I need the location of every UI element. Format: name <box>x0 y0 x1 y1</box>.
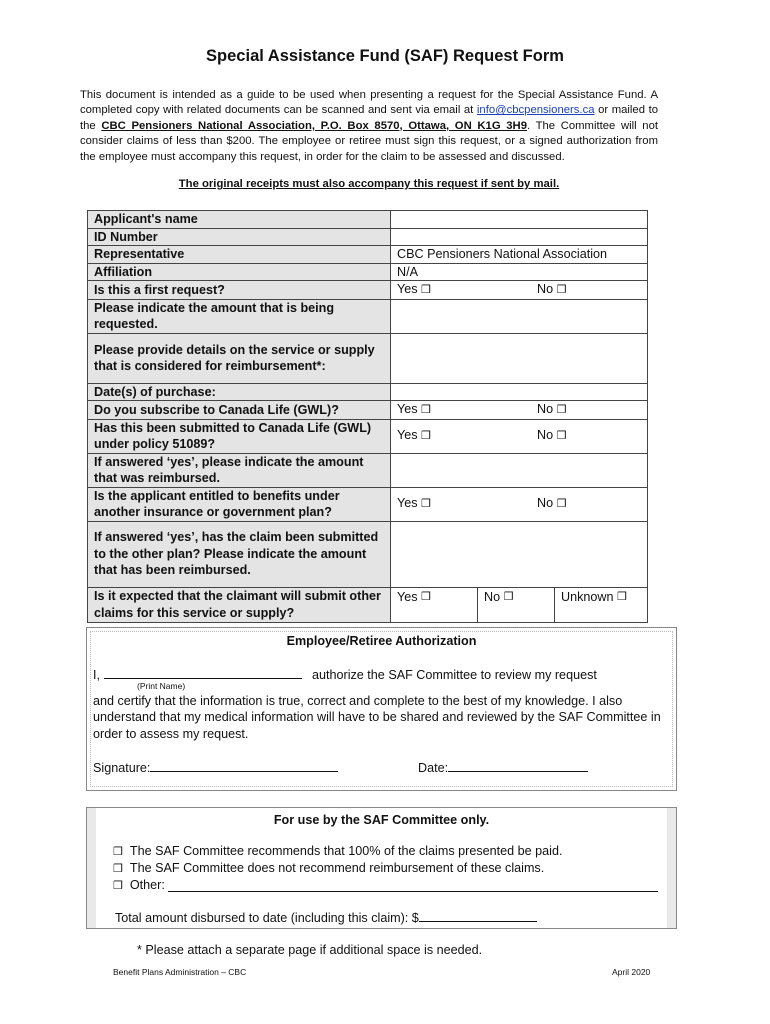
question-label: If answered ‘yes’, has the claim been submitted to the other plan? Please indicate the amount that has been reimbursed. <box>88 521 391 587</box>
first-request-options <box>391 281 648 300</box>
committee-box <box>86 807 677 929</box>
additional-space-note: * Please attach a separate page if additional space is needed. <box>137 943 483 957</box>
question-label: Is it expected that the claimant will submit other claims for this service or supply? <box>88 587 391 622</box>
yes-label: Yes <box>397 282 418 296</box>
authorization-name-line <box>93 666 597 682</box>
yes-label: Yes <box>397 589 418 604</box>
other-field[interactable] <box>168 879 658 892</box>
table-row <box>88 333 648 383</box>
request-table <box>87 210 648 623</box>
checkbox-icon[interactable]: ❒ <box>617 590 627 603</box>
representative-field[interactable]: CBC Pensioners National Association <box>391 246 648 264</box>
no-option[interactable] <box>537 427 566 445</box>
table-row <box>88 263 648 281</box>
unknown-label: Unknown <box>561 589 614 604</box>
checkbox-icon[interactable]: ❒ <box>113 863 123 875</box>
signature-label: Signature: <box>93 761 151 775</box>
no-label: No <box>484 589 501 604</box>
no-label: No <box>537 402 554 416</box>
receipts-notice: The original receipts must also accompany this request if sent by mail. <box>178 178 560 190</box>
question-label: Date(s) of purchase: <box>88 383 391 401</box>
authorization-box <box>86 627 677 791</box>
yes-label: Yes <box>397 428 418 443</box>
checkbox-icon[interactable]: ❒ <box>503 590 514 603</box>
no-option[interactable] <box>537 495 566 513</box>
question-label: Representative <box>88 246 391 264</box>
amount-requested-field[interactable] <box>391 299 648 333</box>
committee-option-deny[interactable] <box>113 861 544 875</box>
no-label: No <box>537 282 554 296</box>
intro-paragraph <box>80 88 658 165</box>
question-label: Is this a first request? <box>88 281 391 300</box>
question-label: Please indicate the amount that is being requested. <box>88 299 391 333</box>
form-title: Special Assistance Fund (SAF) Request Form <box>206 47 564 65</box>
total-disbursed-line <box>115 909 537 925</box>
footer-left: Benefit Plans Administration – CBC <box>113 967 247 977</box>
print-name-field[interactable] <box>104 666 302 679</box>
signature-field[interactable] <box>150 759 338 772</box>
email-link[interactable]: info@cbcpensioners.ca <box>476 104 595 117</box>
amount-reimbursed-field[interactable] <box>391 453 648 487</box>
checkbox-icon[interactable]: ❒ <box>421 430 431 443</box>
checkbox-icon[interactable]: ❒ <box>556 404 567 416</box>
no-option[interactable] <box>537 281 566 299</box>
table-row <box>88 246 648 264</box>
footer-right: April 2020 <box>612 967 651 977</box>
intro-text-1: This document is intended as a guide to be used when presenting a request for the Special Assistance Fund. A completed copy with related documents can be scanned and sent via email at <box>80 89 658 117</box>
option-label: The SAF Committee recommends that 100% of the claims presented be paid. <box>129 844 563 858</box>
table-row <box>88 419 648 453</box>
unknown-option[interactable] <box>555 588 633 622</box>
date-label: Date: <box>418 761 449 775</box>
yes-option[interactable] <box>397 401 537 419</box>
checkbox-icon[interactable]: ❒ <box>421 590 431 603</box>
committee-title: For use by the SAF Committee only. <box>273 813 490 827</box>
yes-option[interactable] <box>391 588 478 622</box>
checkbox-icon[interactable]: ❒ <box>421 284 431 296</box>
table-row <box>88 587 648 622</box>
table-row <box>88 383 648 401</box>
table-row <box>88 401 648 420</box>
committee-option-pay[interactable] <box>113 844 562 858</box>
purchase-date-field[interactable] <box>391 383 648 401</box>
question-label: Has this been submitted to Canada Life (GWL) under policy 51089? <box>88 419 391 453</box>
yes-option[interactable] <box>397 495 537 513</box>
intro-text-2: or mailed to the <box>80 104 658 132</box>
signature-line <box>93 759 338 775</box>
authorization-body: and certify that the information is true, correct and complete to the best of my knowledge. I also understand that my medical information will have to be shared and reviewed by the SAF Committee in order to assess my request. <box>93 694 661 741</box>
total-field[interactable] <box>419 909 537 922</box>
authorization-title: Employee/Retiree Authorization <box>286 634 477 648</box>
question-label: Please provide details on the service or supply that is considered for reimbursement*: <box>88 333 391 383</box>
no-option[interactable] <box>537 401 566 419</box>
total-label: Total amount disbursed to date (including this claim): $ <box>115 911 419 925</box>
yes-label: Yes <box>397 402 418 416</box>
date-field[interactable] <box>448 759 588 772</box>
canada-life-options <box>391 401 648 420</box>
checkbox-icon[interactable]: ❒ <box>556 430 567 443</box>
service-details-field[interactable] <box>391 333 648 383</box>
table-row <box>88 521 648 587</box>
checkbox-icon[interactable]: ❒ <box>556 284 567 296</box>
no-option[interactable] <box>478 588 555 622</box>
option-label: The SAF Committee does not recommend reimbursement of these claims. <box>129 861 545 875</box>
other-plan-options <box>391 487 648 521</box>
i-label: I, <box>93 668 100 682</box>
date-line <box>418 759 588 775</box>
table-row <box>88 211 648 229</box>
checkbox-icon[interactable]: ❒ <box>421 498 431 511</box>
no-label: No <box>537 428 554 443</box>
other-plan-amount-field[interactable] <box>391 521 648 587</box>
question-label: Affiliation <box>88 263 391 281</box>
committee-option-other[interactable] <box>113 878 658 892</box>
table-row <box>88 281 648 300</box>
table-row <box>88 299 648 333</box>
yes-option[interactable] <box>397 281 537 299</box>
checkbox-icon[interactable]: ❒ <box>556 498 567 511</box>
question-label: Applicant's name <box>88 211 391 229</box>
print-name-caption: (Print Name) <box>137 681 186 691</box>
mailing-address: CBC Pensioners National Association, P.O. Box 8570, Ottawa, ON K1G 3H9 <box>101 119 527 132</box>
authorize-text: authorize the SAF Committee to review my request <box>312 668 597 682</box>
yes-option[interactable] <box>397 427 537 445</box>
affiliation-field[interactable]: N/A <box>391 263 648 281</box>
yes-label: Yes <box>397 496 418 511</box>
table-row <box>88 453 648 487</box>
question-label: If answered ‘yes’, please indicate the amount that was reimbursed. <box>88 453 391 487</box>
table-row <box>88 228 648 246</box>
question-label: Is the applicant entitled to benefits under another insurance or government plan? <box>88 487 391 521</box>
submitted-gwl-options <box>391 419 648 453</box>
future-claims-options <box>391 587 648 622</box>
option-label: Other: <box>129 878 165 892</box>
id-number-field[interactable] <box>391 228 648 246</box>
question-label: ID Number <box>88 228 391 246</box>
checkbox-icon[interactable]: ❒ <box>113 846 123 858</box>
intro-text-3: . The Committee will not consider claims of less than $200. The employee or retiree must sign this request, or a signed authorization from the employee must accompany this request, in order for the claim to be assessed and discussed. <box>80 119 658 163</box>
checkbox-icon[interactable]: ❒ <box>421 404 431 416</box>
applicant-name-field[interactable] <box>391 211 648 229</box>
checkbox-icon[interactable]: ❒ <box>113 880 123 892</box>
question-label: Do you subscribe to Canada Life (GWL)? <box>88 401 391 420</box>
table-row <box>88 487 648 521</box>
no-label: No <box>537 496 554 511</box>
